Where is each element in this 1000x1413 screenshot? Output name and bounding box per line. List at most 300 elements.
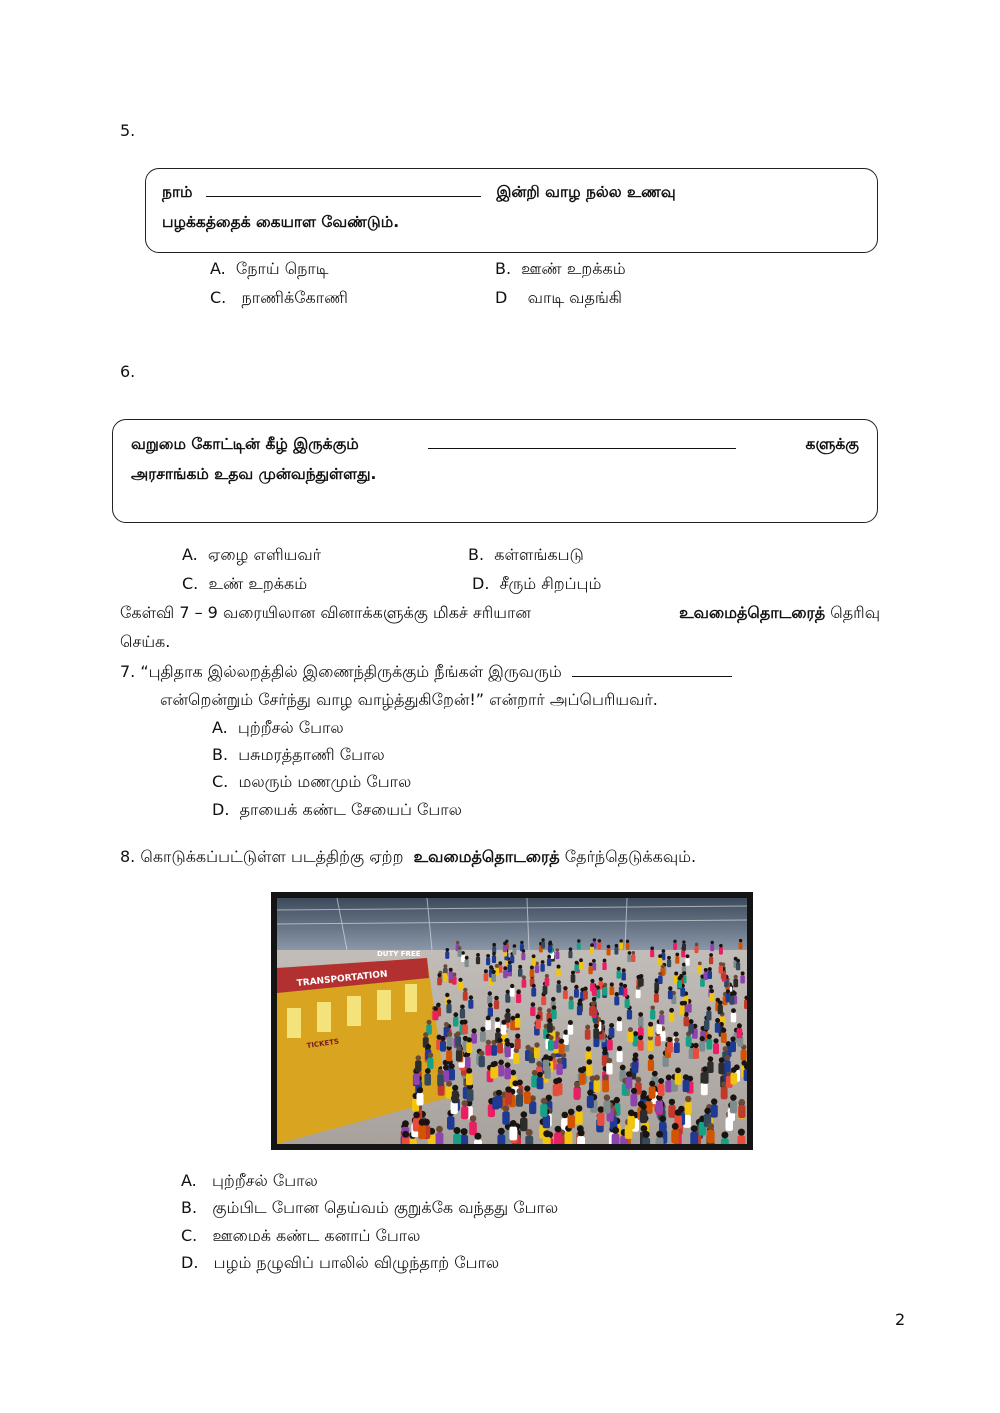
crowd-person-head [686,954,690,958]
crowd-person-head [498,1060,504,1066]
crowd-person [476,957,480,965]
crowd-person [636,990,641,999]
q6-option-c[interactable]: C. உண் உறக்கம் [182,574,308,593]
crowd-person [516,1094,523,1107]
crowd-person [452,1091,459,1104]
crowd-person-head [480,1027,485,1032]
crowd-person-head [440,1036,445,1041]
crowd-person-head [739,1099,745,1105]
crowd-person-head [713,1038,718,1043]
crowd-person-head [610,982,614,986]
crowd-person-head [443,969,447,973]
crowd-person-head [585,1025,590,1030]
q6-option-b[interactable]: B. கள்ளங்கபடு [468,545,584,564]
crowd-person-head [547,1008,552,1013]
crowd-person-head [669,1099,675,1105]
crowd-person-head [506,990,510,994]
crowd-person [594,1080,601,1092]
crowd-person [462,1024,468,1034]
crowd-person [556,1064,562,1076]
crowd-person [524,1091,531,1104]
crowd-person [509,1127,517,1141]
crowd-person-head [598,1106,605,1113]
crowd-person-head [568,1020,573,1025]
crowd-person [681,950,685,957]
crowd-person-head [545,974,549,978]
crowd-person [505,1092,512,1105]
question-5-line1 [162,183,762,203]
crowd-person [447,1116,455,1130]
crowd-person [543,1137,551,1144]
crowd-person [741,1050,747,1061]
crowd-person-head [571,971,575,975]
crowd-person-head [463,988,467,992]
crowd-person-head [737,1023,742,1028]
crowd-person [597,1113,604,1126]
crowd-person-head [704,1108,711,1115]
q6-option-a[interactable]: A. ஏழை எளியவர் [182,545,322,564]
crowd-person [718,1063,724,1075]
crowd-person [642,1138,650,1144]
crowd-person-head [462,1100,468,1106]
crowd-person-head [479,1051,485,1057]
crowd-person-head [492,943,496,947]
crowd-person-head [593,938,596,941]
instruction-bold: உவமைத்தொடரைத் [679,603,826,622]
crowd-person [504,1068,511,1080]
crowd-person-head [587,1059,593,1065]
crowd-person-head [503,966,507,970]
crowd-person-head [426,1044,431,1049]
crowd-person-head [721,1132,728,1139]
question-7-blank[interactable] [572,676,732,677]
crowd-person [460,1135,468,1144]
crowd-person-head [633,1031,638,1036]
crowd-person-head [511,1016,516,1021]
crowd-person-head [708,1056,714,1062]
crowd-person [685,958,689,966]
crowd-person [577,1136,585,1144]
crowd-person-head [506,1008,511,1013]
crowd-person [609,986,614,995]
q8-option-a[interactable]: A. புற்றீசல் போல [181,1171,318,1190]
crowd-person-head [734,975,738,979]
crowd-person [590,983,595,992]
crowd-person [737,1028,743,1038]
crowd-person-head [738,1129,745,1136]
crowd-person [424,1074,431,1086]
crowd-person-head [615,992,619,996]
crowd-person-head [577,939,580,942]
crowd-person [695,946,699,953]
q8-option-b[interactable]: B. கும்பிட போன தெய்வம் குறுக்கே வந்தது போல [181,1198,559,1217]
crowd-person-head [658,972,662,976]
crowd-person [721,1033,727,1043]
crowd-person-head [466,1068,472,1074]
crowd-person-head [498,1128,505,1135]
crowd-person [690,1132,698,1144]
crowd-person [486,958,490,966]
crowd-person-head [444,1022,449,1027]
crowd-person-head [495,1017,500,1022]
crowd-person [485,1045,491,1056]
crowd-person [497,1043,503,1054]
crowd-person-head [707,1034,712,1039]
crowd-person [707,1062,713,1074]
crowd-person [437,977,442,985]
crowd-person [453,1017,459,1027]
crowd-person-head [521,1111,528,1118]
crowd-person [515,1018,521,1028]
crowd-person-head [513,944,517,948]
crowd-person-head [460,1005,465,1010]
crowd-person [667,960,671,968]
crowd-person-head [617,1046,622,1051]
crowd-person-head [568,1109,575,1116]
crowd-person-head [574,985,578,989]
question-5-line2: பழக்கத்தைக் கையாள வேண்டும். [162,213,400,231]
crowd-person-head [486,1040,491,1045]
crowd-person [433,1011,438,1021]
q5-option-d[interactable]: D வாடி வதங்கி [495,288,623,307]
crowd-person [466,1042,472,1053]
crowd-person-head [709,985,713,989]
crowd-person [685,1102,692,1115]
question-5-blank[interactable] [206,196,481,197]
page-number: 2 [895,1310,906,1329]
crowd-person-head [710,989,714,993]
crowd-person [543,1060,549,1071]
crowd-person [668,1105,675,1118]
crowd-person-head [641,1125,648,1132]
q8-option-c[interactable]: C. ஊமைக் கண்ட கனாப் போல [181,1226,421,1245]
q7-option-b[interactable]: B. பசுமரத்தாணி போல [212,745,385,764]
q7-option-d[interactable]: D. தாயைக் கண்ட சேயைப் போல [212,800,462,819]
crowd-person [534,1047,540,1058]
crowd-person [548,1040,554,1051]
crowd-person-head [726,989,730,993]
crowd-person [505,994,510,1003]
crowd-person-head [721,1028,726,1033]
crowd-person [688,1024,694,1034]
crowd-person-head [650,947,654,951]
crowd-person [449,972,454,980]
crowd-person-head [559,1039,564,1044]
crowd-person-head [461,951,465,955]
crowd-person-head [551,997,556,1002]
crowd-person [682,944,686,951]
crowd-person-head [590,943,594,947]
crowd-person-head [628,951,632,955]
crowd-person-head [602,1050,607,1055]
crowd-person-head [461,1128,468,1135]
crowd-person [602,962,606,970]
crowd-person [492,955,496,963]
crowd-person-head [492,970,496,974]
question-6-blank[interactable] [428,448,736,449]
question-6-line1 [131,435,859,455]
crowd-person-head [666,1075,672,1081]
crowd-person-head [674,972,678,976]
crowd-person-head [488,1003,493,1008]
crowd-person [612,1134,620,1145]
crowd-person-head [617,967,621,971]
crowd-person [659,1015,664,1025]
question-8-line: 8. கொடுக்கப்பட்டுள்ள படத்திற்கு ஏற்ற உவமைத்தொடரைத் தேர்ந்தெடுக்கவும். [120,847,697,866]
crowd-person-head [678,976,682,980]
crowd-person [715,1023,721,1033]
crowd-person-head [470,1115,477,1122]
crowd-person-head [534,1042,539,1047]
crowd-person-head [576,1105,583,1112]
crowd-person [698,965,702,973]
crowd-person [508,964,512,972]
crowd-person [510,988,515,997]
crowd-person [501,1025,507,1035]
crowd-person-head [557,1058,563,1064]
crowd-person-head [510,1120,517,1127]
crowd-person [532,958,536,966]
crowd-person [711,1105,718,1118]
crowd-person [630,1094,637,1107]
question-6-number: 6. [120,362,136,381]
crowd-person [665,1080,672,1092]
crowd-person-head [515,1013,520,1018]
crowd-person-head [711,1098,717,1104]
crowd-person-head [672,1123,679,1130]
crowd-person-head [416,1055,422,1061]
crowd-person [521,953,525,961]
crowd-person [548,945,552,952]
crowd-person [656,1137,664,1144]
crowd-person-head [631,1088,637,1094]
crowd-person-head [436,1126,443,1133]
crowd-person [626,943,630,950]
question-7-line2: என்றென்றும் சேர்ந்து வாழ வாழ்த்துகிறேன்!” என்றார் அப்பெரியவர். [160,690,658,709]
crowd-person-head [522,975,526,979]
crowd-person [628,1032,634,1042]
crowd-person [721,1138,729,1144]
crowd-person-head [518,965,522,969]
crowd-person [569,1000,574,1009]
crowd-person-head [685,1096,691,1102]
question-5-text-end: இன்றி வாழ நல்ல உணவு [496,183,676,201]
crowd-person [436,1132,444,1144]
crowd-person [491,974,496,982]
crowd-person-head [541,960,545,964]
crowd-person-head [632,1056,638,1062]
crowd-person [464,1057,470,1068]
crowd-person-head [731,1008,736,1013]
crowd-person [463,992,468,1001]
crowd-person-head [489,965,493,969]
crowd-person [674,1042,680,1053]
crowd-person-head [638,975,642,979]
q5-option-b[interactable]: B. ஊண் உறக்கம் [495,259,626,278]
crowd-person-head [496,1090,502,1096]
crowd-person [535,1019,541,1029]
crowd-person-head [556,948,560,952]
crowd-person-head [472,1028,477,1033]
crowd-person-head [526,1129,533,1136]
crowd-person-head [541,938,544,941]
crowd-person [579,962,583,970]
question-8-number: 8. [120,847,136,866]
crowd-person [513,1053,519,1064]
crowd-person [490,1067,497,1079]
crowd-person [555,952,559,959]
question-6-line2: அரசாங்கம் உதவ முன்வந்துள்ளது. [131,465,377,483]
crowd-person [547,1023,553,1033]
crowd-person-head [402,1131,409,1138]
crowd-person-head [522,949,526,953]
crowd-person [740,975,745,983]
crowd-person-head [569,947,573,951]
crowd-person [465,959,469,967]
crowd-person [719,947,723,954]
crowd-person [440,1041,446,1052]
crowd-person [531,988,536,997]
crowd-person-head [537,1072,543,1078]
crowd-person-head [553,1078,559,1084]
question-5-box [145,168,878,253]
q7-option-a[interactable]: A. புற்றீசல் போல [212,718,344,737]
crowd-person-head [445,993,449,997]
q6-option-d[interactable]: D. சீரும் சிறப்பும் [472,574,602,593]
crowd-person [668,990,673,999]
crowd-person [510,1020,516,1030]
crowd-person-head [555,1126,562,1133]
crowd-person [488,1007,493,1017]
q5-option-c[interactable]: C. நாணிக்கோணி [210,288,348,307]
crowd-person [574,964,578,972]
crowd-person [496,1096,503,1109]
crowd-person-head [730,1036,735,1041]
crowd-person-head [619,982,623,986]
crowd-person [461,1106,468,1119]
q7-option-c[interactable]: C. மலரும் மணமும் போல [212,772,412,791]
crowd-person [541,942,545,949]
crowd-person-head [512,1080,518,1086]
crowd-person-head [505,1086,511,1092]
crowd-person [744,1000,747,1009]
crowd-person-head [675,1109,682,1116]
crowd-person-head [586,1046,591,1051]
crowd-person [686,1036,692,1047]
crowd-person [658,976,663,984]
crowd-person [649,1086,656,1098]
crowd-person-head [577,1002,582,1007]
crowd-person-head [707,1123,714,1130]
q8-option-d[interactable]: D. பழம் நழுவிப் பாலில் விழுந்தாற் போல [181,1253,500,1272]
crowd-person-head [520,941,523,944]
crowd-person-head [474,1133,481,1140]
crowd-person [577,1006,582,1015]
crowd-person-head [635,1077,641,1083]
crowd-person-head [603,1074,609,1080]
crowd-person-head [673,940,676,943]
crowd-person [588,966,592,974]
crowd-person-head [510,984,514,988]
crowd-person [654,994,659,1003]
crowd-person-head [667,1037,672,1042]
crowd-person-head [718,1001,723,1006]
sign-tickets: TICKETS [306,1037,340,1050]
q5-option-a[interactable]: A. நோய் நொடி [210,259,329,278]
crowd-person [543,986,548,995]
crowd-person [541,996,546,1005]
crowd-person-head [495,964,499,968]
crowd-person [730,1101,737,1114]
crowd-person [505,1046,511,1057]
sign-duty-free: DUTY FREE [377,950,421,958]
crowd-person [522,979,527,987]
crowd-person-head [548,1035,553,1040]
crowd-person [547,958,551,966]
crowd-person [535,965,539,973]
crowd-person-head [516,990,520,994]
crowd-person-head [648,1022,653,1027]
question-8-bold: உவமைத்தொடரைத் [413,847,560,866]
crowd-person [617,1021,623,1031]
crowd-person-head [632,951,636,955]
crowd-person [648,1060,654,1071]
crowd-person [577,943,581,950]
crowd-person [530,1007,535,1017]
crowd-person [556,984,561,993]
crowd-person [460,1009,465,1019]
crowd-person [603,1101,610,1114]
crowd-person [563,990,568,999]
crowd-person [579,1073,586,1085]
crowd-person-head [731,1067,737,1073]
crowd-person [648,1027,654,1037]
crowd-person-head [603,983,607,987]
crowd-person-head [607,1058,613,1064]
crowd-person [471,1033,477,1043]
crowd-person [704,1020,710,1030]
crowd-person-head [402,1120,409,1127]
crowd-person [593,1028,599,1038]
crowd-person-head [626,1071,632,1077]
crowd-person-head [449,1063,455,1069]
crowd-person-head [656,1131,663,1138]
crowd-person-head [456,1031,461,1036]
crowd-person-head [515,1033,520,1038]
crowd-person [713,1043,719,1054]
question-7-number: 7. [120,662,136,681]
crowd-person [427,1058,433,1069]
crowd-person-head [652,1071,658,1077]
crowd-person-head [612,1127,619,1134]
crowd-person-head [650,1006,655,1011]
crowd-person-head [620,1065,626,1071]
crowd-person [551,1010,556,1020]
crowd-person [498,1065,504,1077]
crowd-person-head [562,1112,569,1119]
crowd-person-head [467,1037,472,1042]
crowd-person-head [700,1036,705,1041]
crowd-person [455,1036,461,1047]
crowd-person-head [730,1094,736,1100]
crowd-person [520,1118,528,1132]
crowd-person-head [579,1067,585,1073]
crowd-person-head [532,954,536,958]
crowd-person-head [689,1019,694,1024]
crowd-person [683,1080,690,1092]
crowd-person-head [674,1037,679,1042]
crowd-person [415,1061,421,1072]
